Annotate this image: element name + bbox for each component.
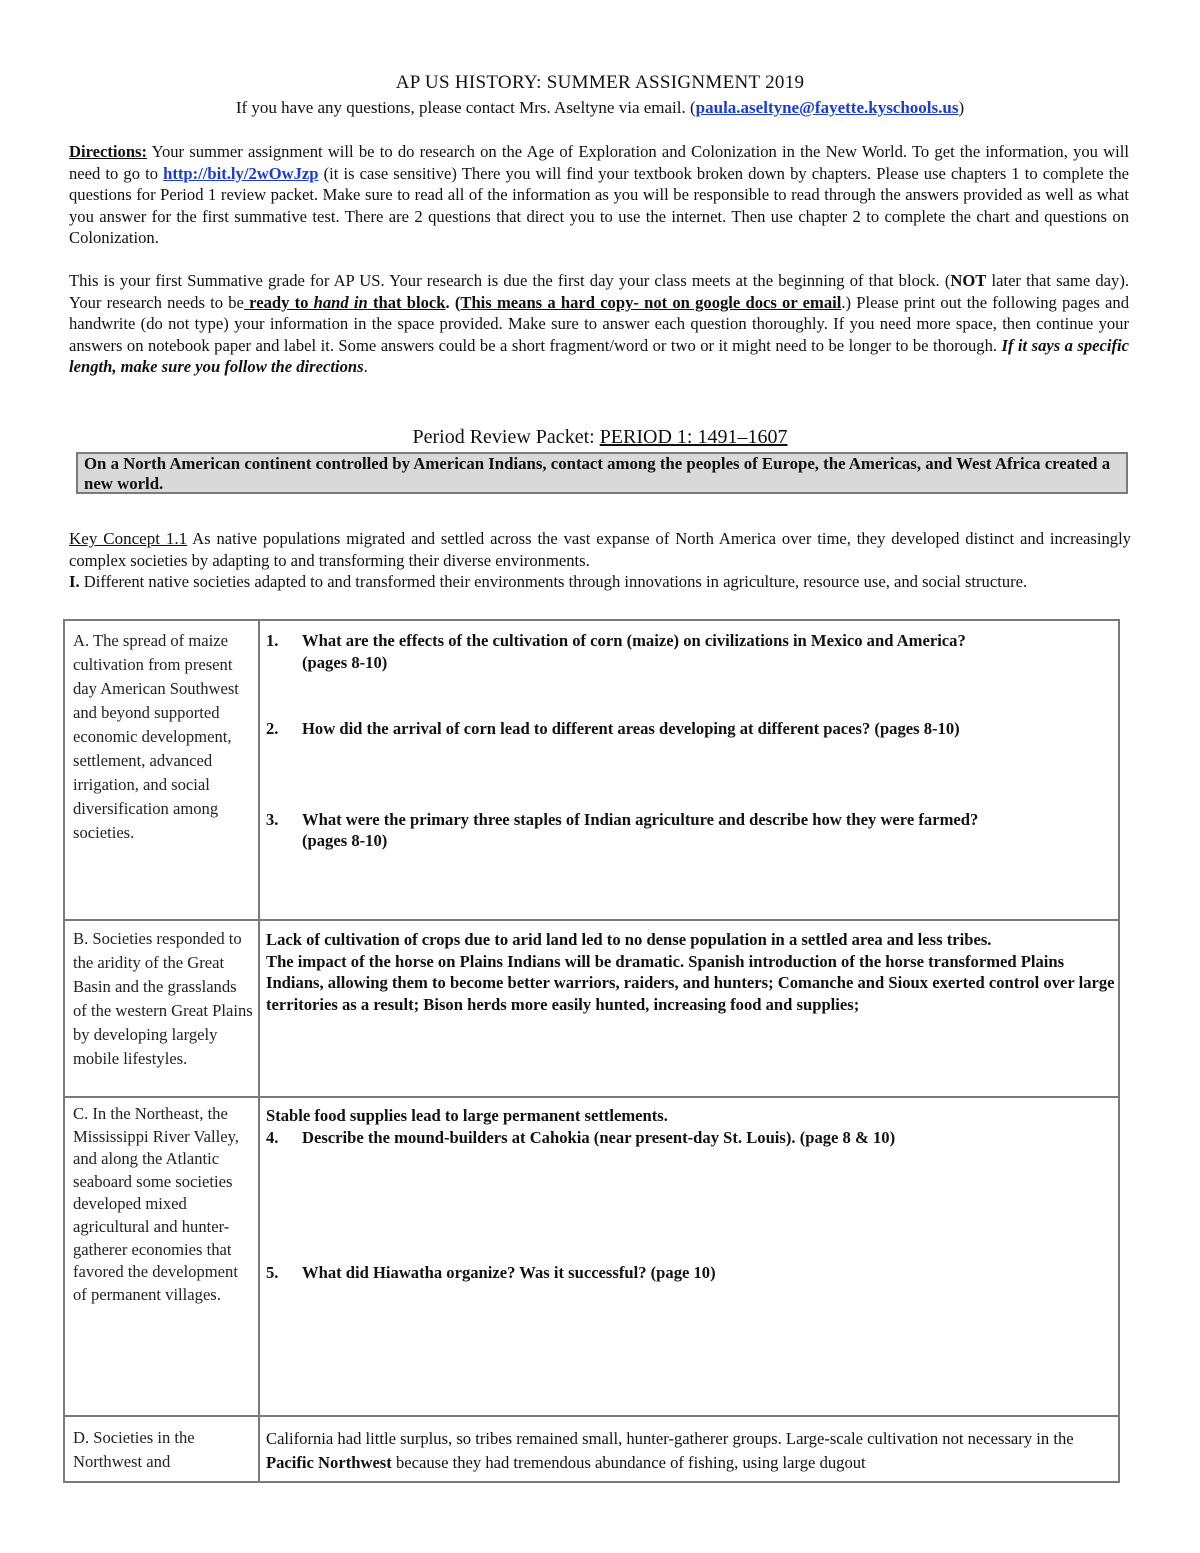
grade-hand-in: hand in — [313, 292, 368, 312]
key-concept-text: As native populations migrated and settled across the vast expanse of North America over time, they developed distinct and increasingly complex societies by adapting to and transforming their diverse environments. — [69, 529, 1131, 570]
contact-line — [0, 98, 1200, 118]
grade-text-4: .) Please print out the following pages and handwrite (do not type) your information in the space provided. Make sure to answer each question thoroughly. If you need more space, then continue your answers on notebook paper and label it. Some answers could be a short fragment/word or two or it might need to be longer to be thorough. — [69, 292, 1129, 355]
question-4[interactable] — [266, 1127, 1116, 1149]
period-heading — [0, 426, 1200, 449]
row-c-questions — [266, 1105, 1116, 1284]
email-link[interactable]: paula.aseltyne@fayette.kyschools.us — [695, 98, 959, 117]
period-prefix: Period Review Packet: — [412, 426, 600, 448]
table-row-divider — [65, 1415, 1118, 1417]
table-column-divider — [258, 621, 260, 1483]
roman-numeral: I. — [69, 572, 80, 592]
grade-that-block: that block — [367, 292, 446, 312]
question-3-text: What were the primary three staples of Indian agriculture and describe how they were farmed? — [302, 809, 979, 829]
grade-text-2: later that same day). Your research needs to be — [69, 271, 1129, 312]
period-theme-box: On a North American continent controlled by American Indians, contact among the peoples of Europe, the Americas, and West Africa created a new world. — [76, 452, 1128, 494]
key-concept-label: Key Concept 1.1 — [69, 529, 188, 548]
row-a-questions — [266, 630, 1116, 852]
row-d-text-1: California had little surplus, so tribes remained small, hunter-gatherer groups. Large-scale cultivation not necessary in the — [266, 1429, 1074, 1448]
grade-hard-copy: (This means a hard copy- not on google docs or email — [454, 292, 842, 312]
document-title: AP US HISTORY: SUMMER ASSIGNMENT 2019 — [395, 72, 805, 93]
question-2-text: How did the arrival of corn lead to different areas developing at different paces? (pages 8-10) — [302, 719, 960, 738]
row-b-topic: B. Societies responded to the aridity of the Great Basin and the grasslands of the western Great Plains by developing largely mobile lifestyles. — [73, 929, 253, 1068]
row-d-bold: Pacific Northwest — [266, 1453, 392, 1472]
directions-paragraph — [69, 141, 1129, 249]
row-d-text-2: because they had tremendous abundance of fishing, using large dugout — [391, 1453, 866, 1472]
question-4-text: Describe the mound-builders at Cahokia (near present-day St. Louis). (page 8 & 10) — [302, 1127, 896, 1147]
table-row-divider — [65, 1096, 1118, 1098]
grade-not: NOT — [950, 271, 987, 290]
question-5-text: What did Hiawatha organize? Was it successful? (page 10) — [302, 1263, 716, 1282]
row-c-intro: Stable food supplies lead to large permanent settlements. — [266, 1106, 668, 1125]
question-3[interactable] — [266, 809, 1116, 831]
question-5[interactable] — [266, 1262, 1116, 1284]
grade-paragraph — [69, 270, 1129, 378]
key-concept-paragraph — [69, 528, 1131, 593]
grade-text-5: . — [363, 357, 368, 377]
textbook-link[interactable]: http://bit.ly/2wOwJzp — [163, 163, 319, 183]
grade-text-3: . — [445, 292, 455, 312]
row-b-text-1: Lack of cultivation of crops due to arid land led to no dense population in a settled area and less tribes. — [266, 930, 992, 949]
question-5-number: 5. — [266, 1263, 279, 1282]
table-row-divider — [65, 919, 1118, 921]
question-2-number: 2. — [266, 719, 279, 738]
question-3-pages: (pages 8-10) — [302, 831, 388, 850]
directions-text-1: Your summer assignment will be to do research on the Age of Exploration and Colonization in the New World. To get the information, you will need to go to — [69, 142, 1129, 183]
row-d-topic: D. Societies in the Northwest and — [73, 1428, 195, 1471]
grade-text-1: This is your first Summative grade for AP US. Your research is due the first day your class meets at the beginning of that block. ( — [69, 271, 951, 290]
question-1-text: What are the effects of the cultivation of corn (maize) on civilizations in Mexico and America? — [302, 631, 966, 650]
contact-suffix: ) — [958, 98, 965, 117]
row-d-answer — [266, 1427, 1116, 1475]
grade-ready: ready to — [243, 292, 314, 312]
question-1[interactable] — [266, 630, 1116, 652]
row-b-answer — [266, 929, 1116, 1015]
question-3-number: 3. — [266, 809, 279, 829]
directions-label: Directions: — [69, 142, 148, 161]
directions-text-2: (it is case sensitive) There you will find your textbook broken down by chapters. Please use chapters 1 to complete the questions for Period 1 review packet. Make sure to read all of the information as you will be responsible to read through the answers provided as well as what you answer for the first summative test. There are 2 questions that direct you to use the internet. Then use chapter 2 to complete the chart and questions on Colonization. — [69, 163, 1129, 248]
period-name: PERIOD 1: 1491–1607 — [599, 426, 788, 448]
roman-text: Different native societies adapted to and transformed their environments through innovations in agriculture, resource use, and social structure. — [79, 572, 1028, 592]
review-table — [63, 619, 1120, 1483]
row-a-topic: A. The spread of maize cultivation from present day American Southwest and beyond supported economic development, settlement, advanced irrigation, and social diversification among societies. — [73, 631, 239, 842]
row-c-topic: C. In the Northeast, the Mississippi River Valley, and along the Atlantic seaboard some societies developed mixed agricultural and hunter- gatherer economies that favored the development of permanent villages. — [73, 1104, 239, 1304]
contact-prefix: If you have any questions, please contact Mrs. Aseltyne via email. ( — [235, 98, 696, 117]
row-b-text-2: The impact of the horse on Plains Indians will be dramatic. Spanish introduction of the horse transformed Plains Indians, allowing them to become better warriors, raiders, and hunters; Comanche and Sioux exerted control over large territories as a result; Bison herds more easily hunted, increasing food and supplies; — [266, 951, 1115, 1014]
question-1-pages: (pages 8-10) — [302, 652, 388, 672]
grade-follow-directions: If it says a specific length, make sure you follow the directions — [69, 335, 1129, 377]
question-4-number: 4. — [266, 1127, 279, 1147]
question-1-number: 1. — [266, 631, 279, 650]
question-2[interactable] — [266, 718, 1116, 740]
